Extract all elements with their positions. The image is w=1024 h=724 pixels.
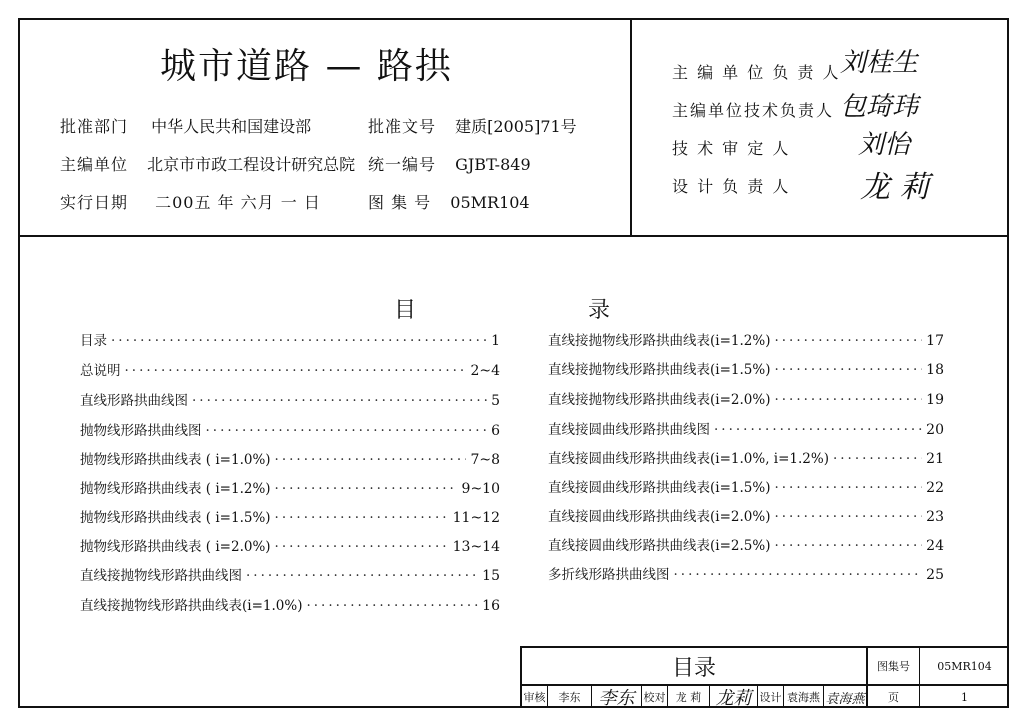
toc-item[interactable]: [548, 565, 944, 585]
chief-unit-label: 主编单位: [60, 155, 129, 174]
toc-item-title: 直线接圆曲线形路拱曲线表(i=1.5%): [548, 480, 771, 496]
approval-dept-label: 批准部门: [60, 117, 129, 136]
unified-no-row: [368, 152, 531, 175]
impl-date-row: [60, 190, 321, 213]
toc-item[interactable]: [548, 449, 944, 469]
toc-item-page: 7~8: [470, 452, 500, 468]
approval-doc-row: [368, 114, 577, 137]
chief-unit-value: 北京市市政工程设计研究总院: [147, 155, 356, 174]
design-head-label: 设 计 负 责 人: [672, 177, 791, 196]
toc-leader-dots: [774, 507, 922, 527]
toc-heading-right: 录: [588, 298, 611, 323]
toc-item-page: 13~14: [452, 539, 500, 555]
toc-item-title: 抛物线形路拱曲线表 ( i=1.0%): [80, 452, 271, 468]
toc-item[interactable]: [80, 479, 500, 499]
toc-item-page: 19: [926, 392, 944, 408]
title-block: [520, 646, 1009, 708]
toc-item-title: 总说明: [80, 363, 121, 379]
toc-item-title: 直线接抛物线形路拱曲线表(i=1.5%): [548, 362, 771, 378]
toc-item[interactable]: [548, 478, 944, 498]
chief-unit-tech-head-signature: 包琦玮: [840, 92, 919, 122]
toc-leader-dots: [206, 421, 488, 441]
technical-reviewer-signature: 刘怡: [858, 130, 911, 160]
toc-item-page: 20: [926, 422, 944, 438]
toc-item-page: 16: [482, 598, 500, 614]
header-divider: [18, 235, 1009, 237]
header-vertical-divider: [630, 18, 632, 236]
toc-leader-dots: [306, 596, 478, 616]
toc-item[interactable]: [80, 450, 500, 470]
toc-item-page: 21: [926, 451, 944, 467]
toc-item-title: 直线接圆曲线形路拱曲线图: [548, 422, 710, 438]
toc-item-title: 直线接抛物线形路拱曲线表(i=1.2%): [548, 333, 771, 349]
page-label: 页: [868, 686, 920, 708]
toc-leader-dots: [275, 508, 449, 528]
check-label: 校对: [642, 686, 668, 708]
toc-item[interactable]: [548, 390, 944, 410]
toc-leader-dots: [275, 450, 467, 470]
approval-dept-value: 中华人民共和国建设部: [151, 117, 312, 136]
toc-item-title: 抛物线形路拱曲线表 ( i=1.2%): [80, 481, 271, 497]
design-head-signature: 龙 莉: [860, 170, 930, 205]
reviewer-signature: 李东: [592, 686, 642, 708]
toc-item-title: 抛物线形路拱曲线表 ( i=2.0%): [80, 539, 271, 555]
technical-reviewer-label: 技 术 审 定 人: [672, 139, 791, 158]
chief-unit-head-signature: 刘桂生: [840, 48, 919, 78]
impl-date-value: 二00五 年 六月 一 日: [155, 193, 321, 212]
toc-leader-dots: [674, 565, 923, 585]
chief-unit-row: [60, 152, 355, 175]
toc-item-title: 直线接圆曲线形路拱曲线表(i=2.0%): [548, 509, 771, 525]
designer-name: 袁海燕: [784, 686, 824, 708]
toc-item-page: 6: [491, 423, 500, 439]
toc-item-page: 22: [926, 480, 944, 496]
reviewer-name: 李东: [548, 686, 592, 708]
toc-leader-dots: [774, 331, 922, 351]
toc-item-title: 直线形路拱曲线图: [80, 393, 188, 409]
toc-leader-dots: [774, 360, 922, 380]
toc-item-title: 直线接抛物线形路拱曲线表(i=1.0%): [80, 598, 303, 614]
toc-item-title: 多折线形路拱曲线图: [548, 567, 670, 583]
toc-leader-dots: [111, 331, 487, 351]
toc-item[interactable]: [80, 391, 500, 411]
toc-item-title: 直线接圆曲线形路拱曲线表(i=2.5%): [548, 538, 771, 554]
impl-date-label: 实行日期: [60, 193, 129, 212]
toc-item-title: 抛物线形路拱曲线图: [80, 423, 202, 439]
toc-item-page: 25: [926, 567, 944, 583]
unified-no-label: 统一编号: [368, 155, 437, 174]
toc-item[interactable]: [80, 361, 500, 381]
toc-item[interactable]: [548, 331, 944, 351]
atlas-no-value: 05MR104: [450, 193, 530, 212]
checker-signature: 龙莉: [710, 686, 758, 708]
toc-leader-dots: [833, 449, 922, 469]
toc-item[interactable]: [548, 536, 944, 556]
toc-item[interactable]: [80, 596, 500, 616]
chief-unit-head-label: 主 编 单 位 负 责 人: [672, 63, 841, 82]
title-block-atlas-label: 图集号: [868, 648, 920, 686]
page-number: 1: [961, 690, 968, 704]
toc-item[interactable]: [548, 360, 944, 380]
toc-item-title: 抛物线形路拱曲线表 ( i=1.5%): [80, 510, 271, 526]
toc-item-page: 1: [491, 333, 500, 349]
toc-leader-dots: [774, 536, 922, 556]
toc-item-page: 18: [926, 362, 944, 378]
unified-no-value: GJBT-849: [455, 155, 531, 174]
toc-leader-dots: [192, 391, 487, 411]
toc-item-page: 15: [482, 568, 500, 584]
toc-item-page: 24: [926, 538, 944, 554]
toc-item[interactable]: [80, 566, 500, 586]
toc-item-page: 9~10: [461, 481, 500, 497]
review-label: 审核: [522, 686, 548, 708]
approval-dept-row: [60, 114, 311, 137]
toc-leader-dots: [714, 420, 922, 440]
toc-leader-dots: [125, 361, 467, 381]
toc-item[interactable]: [80, 508, 500, 528]
title-block-name: 目录: [522, 648, 868, 686]
approval-doc-value: 建质[2005]71号: [455, 117, 577, 136]
toc-item-page: 11~12: [452, 510, 500, 526]
title-block-atlas-no: 05MR104: [920, 648, 1009, 686]
toc-item-page: 23: [926, 509, 944, 525]
toc-leader-dots: [275, 537, 449, 557]
atlas-no-label: 图 集 号: [368, 193, 432, 212]
toc-item[interactable]: [80, 421, 500, 441]
designer-signature: 袁海燕: [824, 686, 868, 708]
toc-item-title: 直线接圆曲线形路拱曲线表(i=1.0%, i=1.2%): [548, 451, 829, 467]
design-label: 设计: [758, 686, 784, 708]
document-title: 城市道路 — 路拱: [160, 46, 453, 87]
toc-item-page: 5: [491, 393, 500, 409]
checker-name: 龙 莉: [668, 686, 710, 708]
chief-unit-tech-head-label: 主编单位技术负责人: [672, 101, 835, 120]
toc-item-title: 直线接抛物线形路拱曲线表(i=2.0%): [548, 392, 771, 408]
toc-leader-dots: [774, 478, 922, 498]
toc-item-title: 目录: [80, 333, 107, 349]
toc-item[interactable]: [548, 420, 944, 440]
toc-heading-left: 目: [394, 298, 417, 323]
toc-item[interactable]: [548, 507, 944, 527]
toc-item-title: 直线接抛物线形路拱曲线图: [80, 568, 242, 584]
toc-leader-dots: [246, 566, 478, 586]
toc-leader-dots: [275, 479, 458, 499]
toc-item-page: 17: [926, 333, 944, 349]
toc-item[interactable]: [80, 331, 500, 351]
toc-item-page: 2~4: [470, 363, 500, 379]
atlas-no-row: [368, 190, 530, 213]
approval-doc-label: 批准文号: [368, 117, 437, 136]
toc-leader-dots: [774, 390, 922, 410]
toc-item[interactable]: [80, 537, 500, 557]
